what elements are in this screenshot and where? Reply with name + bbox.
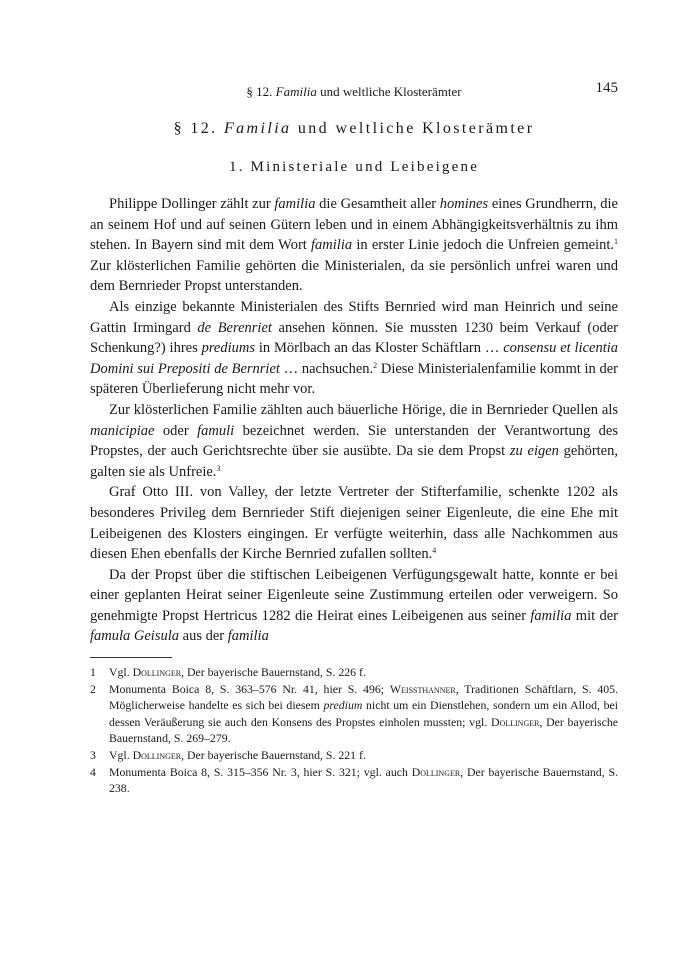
- footnote-number: 1: [90, 665, 96, 680]
- paragraph-2: Als einzige bekannte Ministerialen des Stifts Bernried wird man Heinrich und seine Gattin Irmingard de Berenriet ansehen können. Sie mussten 1230 beim Verkauf (oder Schenkung?) ihres prediums in Mörlbach an das Kloster Schäftlarn … consensu et licentia Domini sui Prepositi de Bernriet … nachsuchen.$^2$ Diese Ministerialenfamilie kommt in der späteren Überlieferung nicht mehr vor.: [90, 298, 618, 398]
- footnote-number: 3: [90, 748, 96, 763]
- footnote-3: 3 Vgl. Dollinger, Der bayerische Bauernstand, S. 221 f.: [90, 748, 366, 763]
- footnote-rule: [90, 657, 172, 658]
- running-head-title: § 12. Familia und weltliche Klosterämter: [246, 84, 462, 99]
- paragraph-5: Da der Propst über die stiftischen Leibeigenen Verfügungsgewalt hatte, konnte er bei einer geplanten Heirat seiner Eigenleute seine Zustimmung erteilen oder verweigern. So genehmigte Propst Hertricus 1282 die Heirat eines Leibeigenen aus seiner familia mit der famula Geisula aus der familia: [90, 566, 618, 645]
- footnote-number: 2: [90, 681, 96, 696]
- subsection-title: 1. Ministeriale und Leibeigene: [228, 159, 480, 175]
- paragraph-4: Graf Otto III. von Valley, der letzte Vertreter der Stifterfamilie, schenkte 1202 als besonderes Privileg dem Bernrieder Stift diejenigen seiner Eigenleute, die eine Ehe mit Leibeigenen des Klosters eingingen. Er verfügte weiterhin, dass alle Nachkommen aus diesen Ehen ebenfalls der Kirche Bernried zufallen sollten.$^4$: [90, 484, 618, 563]
- body-text: [90, 194, 618, 647]
- paragraph-1: Philippe Dollinger zählt zur familia die Gesamtheit aller homines eines Grundherrn, die an seinem Hof und auf seinen Gütern leben und in einem Abhängigkeitsverhältnis zu ihm stehen. In Bayern sind mit dem Wort familia in erster Linie jedoch die Unfreien gemeint.$^1$ Zur klösterlichen Familie gehörten die Ministerialen, da sie persönlich unfrei waren und dem Bernrieder Propst unterstanden.: [90, 196, 618, 295]
- page: [90, 80, 618, 797]
- footnote-ref-2[interactable]: 2: [373, 360, 378, 370]
- running-head: [90, 80, 618, 106]
- footnote-ref-1[interactable]: 1: [614, 237, 618, 247]
- footnote-1: 1 Vgl. Dollinger, Der bayerische Bauernstand, S. 226 f.: [90, 665, 366, 680]
- paragraph-3: Zur klösterlichen Familie zählten auch bäuerliche Hörige, die in Bernrieder Quellen als manicipiae oder famuli bezeichnet werden. Sie unterstanden der Verantwortung des Propstes, der auch Gerichtsrechte über sie ausübte. Da sie dem Propst zu eigen gehörten, galten sie als Unfreie.$^3$: [90, 401, 618, 480]
- footnote-number: 4: [90, 764, 96, 779]
- page-number: 145: [595, 80, 618, 96]
- section-title: § 12. Familia und weltliche Klosterämter: [173, 120, 535, 137]
- footnotes: [90, 664, 618, 797]
- footnote-2: 2 Monumenta Boica 8, S. 363–576 Nr. 41, hier S. 496; Weissthanner, Traditionen Schäftlarn, S. 405. Möglicherweise handelte es sich bei diesem predium nicht um ein Dienstlehen, sondern um ein Allod, bei dessen Veräußerung sie auch den Konsens des Propstes einholen mussten; vgl. Dollinger, Der bayerische Bauernstand, S. 269–279.: [90, 681, 618, 746]
- footnote-ref-4[interactable]: 4: [432, 546, 437, 556]
- footnote-4: 4 Monumenta Boica 8, S. 315–356 Nr. 3, hier S. 321; vgl. auch Dollinger, Der bayerische Bauernstand, S. 238.: [90, 764, 618, 796]
- footnote-ref-3[interactable]: 3: [216, 463, 221, 473]
